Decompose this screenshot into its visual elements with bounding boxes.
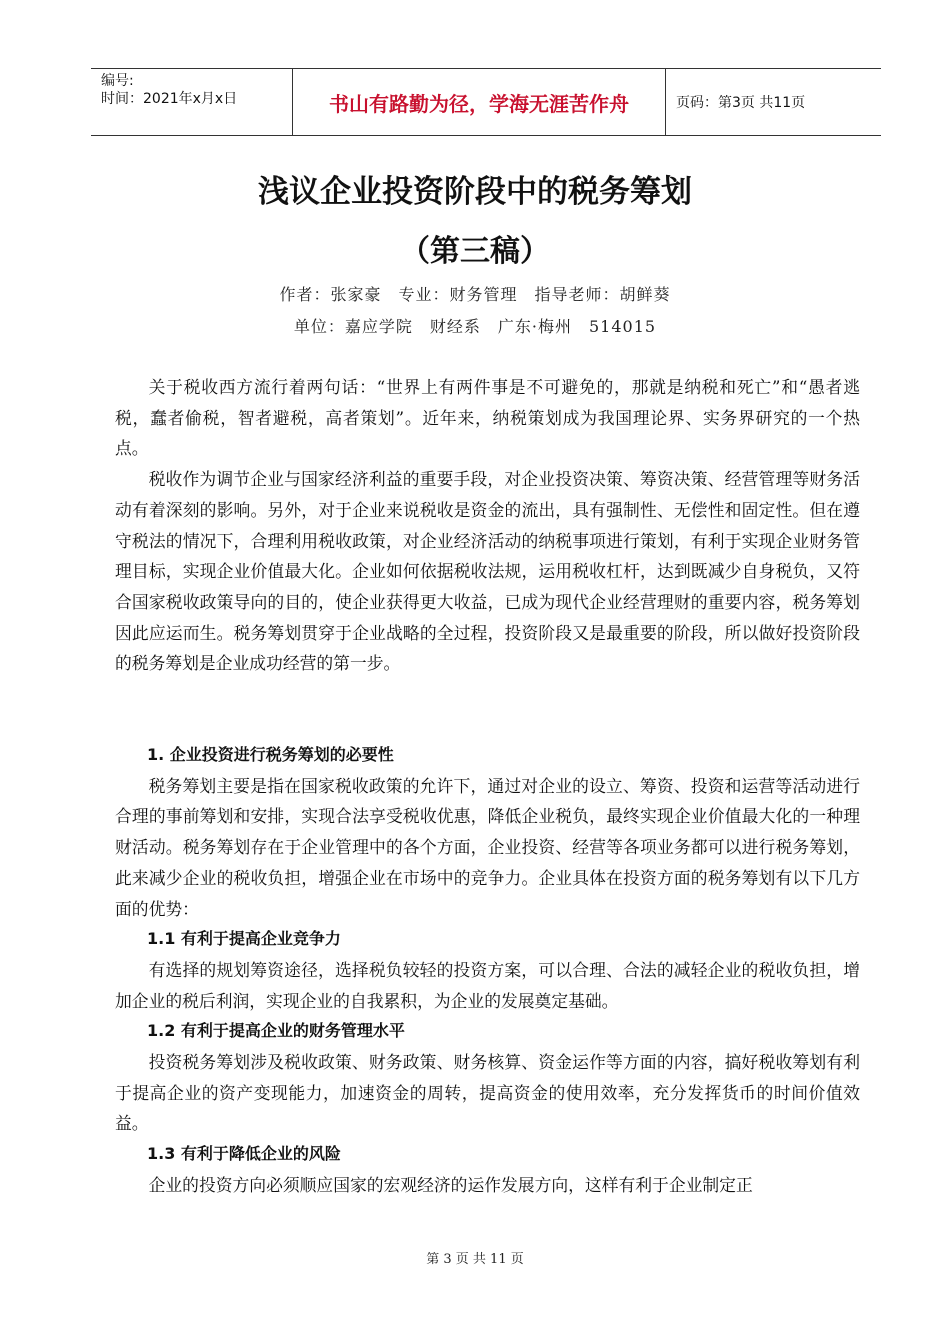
section-1-2-text: 投资税务筹划涉及税收政策、财务政策、财务核算、资金运作等方面的内容，搞好税收筹划有利于提高企业的资产变现能力，加速资金的周转，提高资金的使用效率，充分发挥货币的时间价值效益。 xyxy=(115,1052,860,1134)
header-info-cell xyxy=(91,69,293,135)
document-subtitle: （第三稿） xyxy=(400,234,550,269)
header-motto: 书山有路勤为径，学海无涯苦作舟 xyxy=(293,69,666,135)
unit-line: 单位：嘉应学院 财经系 广东·梅州 514015 xyxy=(293,317,657,336)
time-label: 时间：2021年x月x日 xyxy=(101,91,238,107)
section-1-heading: 1. 企业投资进行税务筹划的必要性 xyxy=(147,745,394,765)
section-1-text: 税务筹划主要是指在国家税收政策的允许下，通过对企业的设立、筹资、投资和运营等活动进行合理的事前筹划和安排，实现合法享受税收优惠，降低企业税负，最终实现企业价值最大化的一种理财活动。税务筹划存在于企业管理中的各个方面，企业投资、经营等各项业务都可以进行税务筹划，此来减少企业的税收负担，增强企业在市场中的竞争力。企业具体在投资方面的税务筹划有以下几方面的优势： xyxy=(115,775,860,919)
section-1-3-heading: 1.3 有利于降低企业的风险 xyxy=(147,1144,341,1164)
paragraph-intro: 关于税收西方流行着两句话：“世界上有两件事是不可避免的，那就是纳税和死亡”和“愚者逃税，蠢者偷税，智者避税，高者策划”。近年来，纳税策划成为我国理论界、实务界研究的一个热点。 xyxy=(115,377,860,459)
document-body xyxy=(115,372,860,1201)
page-footer: 第 3 页 共 11 页 xyxy=(426,1252,524,1267)
section-1-2-heading: 1.2 有利于提高企业的财务管理水平 xyxy=(147,1021,405,1041)
section-1-3-text: 企业的投资方向必须顺应国家的宏观经济的运作发展方向，这样有利于企业制定正 xyxy=(148,1174,753,1195)
document-title: 浅议企业投资阶段中的税务筹划 xyxy=(258,174,692,210)
page-header xyxy=(91,68,881,136)
serial-label: 编号: xyxy=(101,73,134,89)
header-page-label: 页码：第3页 共11页 xyxy=(676,95,806,111)
paragraph-background: 税收作为调节企业与国家经济利益的重要手段，对企业投资决策、筹资决策、经营管理等财务活动有着深刻的影响。另外，对于企业来说税收是资金的流出，具有强制性、无偿性和固定性。但在遵守税法的情况下，合理利用税收政策，对企业经济活动的纳税事项进行策划，有利于实现企业财务管理目标，实现企业价值最大化。企业如何依据税收法规，运用税收杠杆，达到既减少自身税负，又符合国家税收政策导向的目的，使企业获得更大收益，已成为现代企业经营理财的重要内容，税务筹划因此应运而生。税务筹划贯穿于企业战略的全过程，投资阶段又是最重要的阶段，所以做好投资阶段的税务筹划是企业成功经营的第一步。 xyxy=(115,469,860,674)
section-spacer xyxy=(115,679,860,740)
author-line: 作者：张家豪 专业：财务管理 指导老师：胡鲜葵 xyxy=(279,285,671,304)
section-1-1-text: 有选择的规划筹资途径，选择税负较轻的投资方案，可以合理、合法的减轻企业的税收负担，增加企业的税后利润，实现企业的自我累积，为企业的发展奠定基础。 xyxy=(115,959,860,1011)
section-1-1-heading: 1.1 有利于提高企业竞争力 xyxy=(147,929,341,949)
